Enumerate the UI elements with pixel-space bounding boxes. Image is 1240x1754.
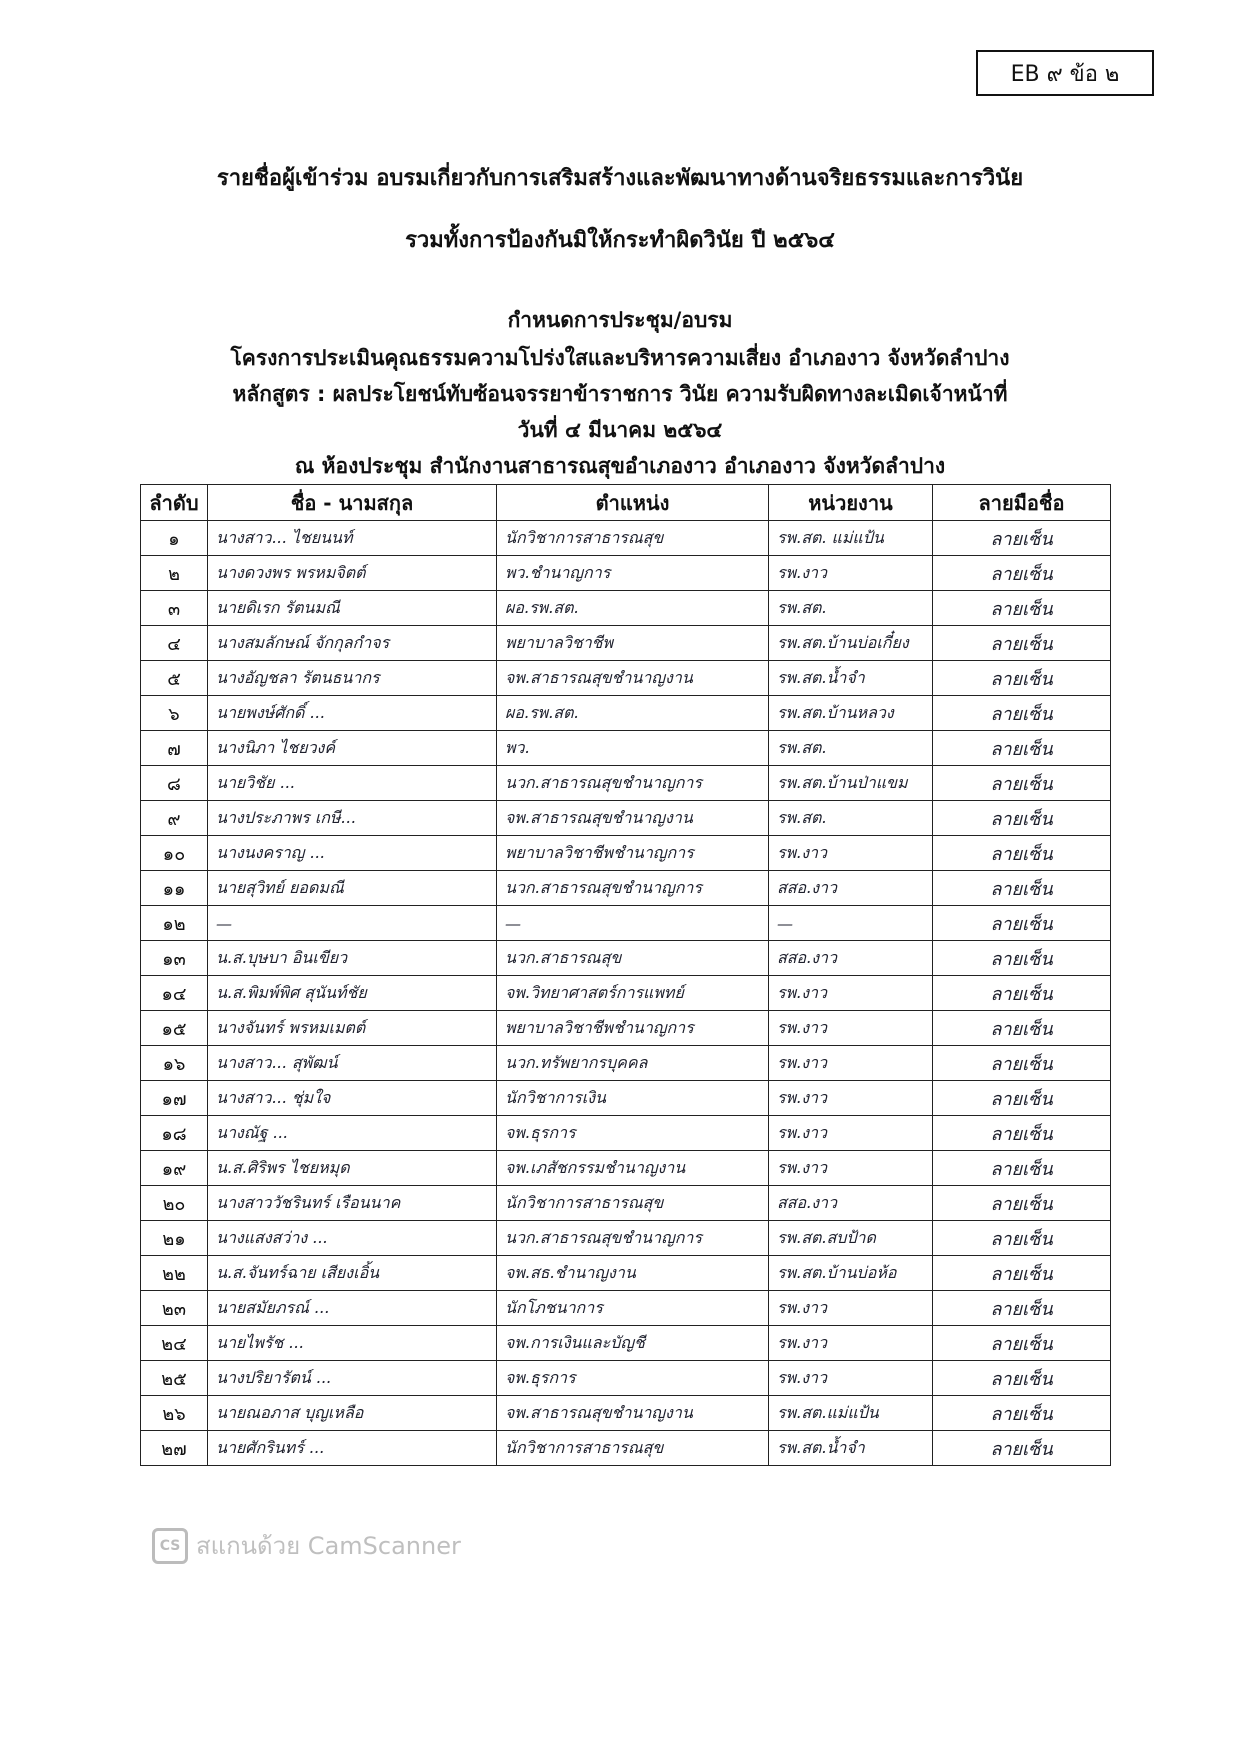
attendee-name: นายดิเรก รัตนมณี: [208, 591, 497, 626]
column-header-no: ลำดับ: [141, 485, 208, 521]
signature: ลายเซ็น: [933, 1221, 1111, 1256]
table-row: [141, 731, 1111, 766]
attendee-position: นักวิชาการสาธารณสุข: [497, 1431, 769, 1466]
attendee-unit: สสอ.งาว: [769, 1186, 933, 1221]
attendee-unit: รพ.สต.: [769, 731, 933, 766]
course-line: หลักสูตร : ผลประโยชน์ทับซ้อนจรรยาข้าราชการ วินัย ความรับผิดทางละเมิดเจ้าหน้าที่: [232, 382, 1008, 406]
signature: ลายเซ็น: [933, 1326, 1111, 1361]
attendee-name: —: [208, 906, 497, 941]
signature: ลายเซ็น: [933, 941, 1111, 976]
signature: ลายเซ็น: [933, 1186, 1111, 1221]
signature: ลายเซ็น: [933, 1151, 1111, 1186]
signature: ลายเซ็น: [933, 591, 1111, 626]
attendee-unit: รพ.สต.บ้านหลวง: [769, 696, 933, 731]
row-number: ๑๙: [141, 1151, 208, 1186]
attendee-unit: รพ.สต.น้ำจำ: [769, 661, 933, 696]
attendee-position: จพ.สาธารณสุขชำนาญงาน: [497, 661, 769, 696]
signature: ลายเซ็น: [933, 1431, 1111, 1466]
attendee-position: พว.: [497, 731, 769, 766]
attendee-unit: รพ.สต.บ้านบ่อเกี๋ยง: [769, 626, 933, 661]
attendee-position: นวก.สาธารณสุขชำนาญการ: [497, 871, 769, 906]
attendee-unit: รพ.งาว: [769, 1326, 933, 1361]
signature: ลายเซ็น: [933, 1116, 1111, 1151]
row-number: ๙: [141, 801, 208, 836]
signature: ลายเซ็น: [933, 626, 1111, 661]
row-number: ๑๗: [141, 1081, 208, 1116]
attendee-position: ผอ.รพ.สต.: [497, 696, 769, 731]
table-row: [141, 661, 1111, 696]
attendee-name: นางสาว... ไชยนนท์: [208, 521, 497, 556]
signature: ลายเซ็น: [933, 661, 1111, 696]
signature: ลายเซ็น: [933, 836, 1111, 871]
row-number: ๒๖: [141, 1396, 208, 1431]
column-header-position: ตำแหน่ง: [497, 485, 769, 521]
signature: ลายเซ็น: [933, 1046, 1111, 1081]
attendee-unit: รพ.สต.แม่แป้น: [769, 1396, 933, 1431]
attendee-name: นางอัญชลา รัตนธนากร: [208, 661, 497, 696]
project-line: โครงการประเมินคุณธรรมความโปร่งใสและบริหารความเสี่ยง อำเภองาว จังหวัดลำปาง: [230, 346, 1010, 370]
table-row: [141, 1151, 1111, 1186]
attendee-position: พยาบาลวิชาชีพ: [497, 626, 769, 661]
column-header-name: ชื่อ - นามสกุล: [208, 485, 497, 521]
attendee-position: นวก.ทรัพยากรบุคคล: [497, 1046, 769, 1081]
attendee-position: นักวิชาการสาธารณสุข: [497, 521, 769, 556]
attendee-unit: รพ.งาว: [769, 1116, 933, 1151]
attendee-name: นางนิภา ไชยวงค์: [208, 731, 497, 766]
attendee-position: นักวิชาการเงิน: [497, 1081, 769, 1116]
attendee-unit: รพ.งาว: [769, 1291, 933, 1326]
attendee-position: นวก.สาธารณสุขชำนาญการ: [497, 1221, 769, 1256]
attendee-unit: รพ.งาว: [769, 976, 933, 1011]
attendee-name: นางแสงสว่าง ...: [208, 1221, 497, 1256]
attendee-name: นางดวงพร พรหมจิตต์: [208, 556, 497, 591]
attendee-name: นางประภาพร เกษี...: [208, 801, 497, 836]
row-number: ๘: [141, 766, 208, 801]
attendee-position: จพ.สาธารณสุขชำนาญงาน: [497, 801, 769, 836]
table-row: [141, 1046, 1111, 1081]
attendee-name: นายไพรัช ...: [208, 1326, 497, 1361]
table-row: [141, 1256, 1111, 1291]
table-row: [141, 766, 1111, 801]
attendee-name: นางนงคราญ ...: [208, 836, 497, 871]
row-number: ๒๑: [141, 1221, 208, 1256]
row-number: ๗: [141, 731, 208, 766]
signature: ลายเซ็น: [933, 731, 1111, 766]
attendee-name: นางณัฐ ...: [208, 1116, 497, 1151]
attendee-unit: รพ.งาว: [769, 1081, 933, 1116]
signature: ลายเซ็น: [933, 906, 1111, 941]
venue-line: ณ ห้องประชุม สำนักงานสาธารณสุขอำเภองาว อำเภองาว จังหวัดลำปาง: [294, 454, 946, 478]
attendee-unit: รพ.สต.บ้านบ่อห้อ: [769, 1256, 933, 1291]
scanner-watermark: [152, 1526, 461, 1565]
attendee-table-body: [141, 521, 1111, 1466]
table-row: [141, 1291, 1111, 1326]
signature: ลายเซ็น: [933, 1011, 1111, 1046]
row-number: ๑๕: [141, 1011, 208, 1046]
row-number: ๒๒: [141, 1256, 208, 1291]
attendee-name: นายสุวิทย์ ยอดมณี: [208, 871, 497, 906]
document-code-box: EB ๙ ข้อ ๒: [976, 50, 1154, 96]
attendee-position: ผอ.รพ.สต.: [497, 591, 769, 626]
attendee-position: นักวิชาการสาธารณสุข: [497, 1186, 769, 1221]
row-number: ๒๕: [141, 1361, 208, 1396]
table-row: [141, 626, 1111, 661]
attendee-name: นายศักรินทร์ ...: [208, 1431, 497, 1466]
row-number: ๑๑: [141, 871, 208, 906]
table-row: [141, 696, 1111, 731]
table-row: [141, 556, 1111, 591]
attendee-name: นายสมัยภรณ์ ...: [208, 1291, 497, 1326]
attendee-position: จพ.ธุรการ: [497, 1361, 769, 1396]
column-header-unit: หน่วยงาน: [769, 485, 933, 521]
attendee-position: พยาบาลวิชาชีพชำนาญการ: [497, 836, 769, 871]
attendee-unit: รพ.สต.สบป้าด: [769, 1221, 933, 1256]
attendee-position: —: [497, 906, 769, 941]
attendee-position: จพ.เภสัชกรรมชำนาญงาน: [497, 1151, 769, 1186]
table-row: [141, 976, 1111, 1011]
row-number: ๑๖: [141, 1046, 208, 1081]
row-number: ๕: [141, 661, 208, 696]
attendee-name: นายพงษ์ศักดิ์ ...: [208, 696, 497, 731]
row-number: ๒๗: [141, 1431, 208, 1466]
signature: ลายเซ็น: [933, 801, 1111, 836]
attendee-name: นางจันทร์ พรหมเมตต์: [208, 1011, 497, 1046]
row-number: ๒๔: [141, 1326, 208, 1361]
attendee-name: นางสมลักษณ์ จักกุลกำจร: [208, 626, 497, 661]
attendee-unit: รพ.สต. แม่แป้น: [769, 521, 933, 556]
attendee-name: นางปริยารัตน์ ...: [208, 1361, 497, 1396]
table-row: [141, 836, 1111, 871]
scanner-watermark-text: สแกนด้วย CamScanner: [196, 1532, 461, 1560]
row-number: ๒๓: [141, 1291, 208, 1326]
signature: ลายเซ็น: [933, 1291, 1111, 1326]
row-number: ๑๘: [141, 1116, 208, 1151]
attendee-unit: รพ.สต.น้ำจำ: [769, 1431, 933, 1466]
attendee-name: น.ส.บุษบา อินเขียว: [208, 941, 497, 976]
attendee-unit: —: [769, 906, 933, 941]
attendee-name: นางสาว... สุพัฒน์: [208, 1046, 497, 1081]
attendee-position: จพ.สาธารณสุขชำนาญงาน: [497, 1396, 769, 1431]
attendee-unit: รพ.งาว: [769, 836, 933, 871]
table-row: [141, 591, 1111, 626]
attendee-unit: สสอ.งาว: [769, 941, 933, 976]
attendee-position: นวก.สาธารณสุข: [497, 941, 769, 976]
attendee-unit: รพ.สต.บ้านป่าแขม: [769, 766, 933, 801]
signature: ลายเซ็น: [933, 871, 1111, 906]
table-row: [141, 1221, 1111, 1256]
table-row: [141, 1326, 1111, 1361]
table-row: [141, 941, 1111, 976]
table-row: [141, 871, 1111, 906]
table-row: [141, 1011, 1111, 1046]
row-number: ๒: [141, 556, 208, 591]
attendee-unit: รพ.งาว: [769, 556, 933, 591]
signature: ลายเซ็น: [933, 766, 1111, 801]
attendee-name: น.ส.พิมพ์พิศ สุนันท์ชัย: [208, 976, 497, 1011]
table-row: [141, 521, 1111, 556]
table-row: [141, 1431, 1111, 1466]
table-row: [141, 1116, 1111, 1151]
agenda-heading: กำหนดการประชุม/อบรม: [507, 308, 733, 332]
attendee-position: จพ.การเงินและบัญชี: [497, 1326, 769, 1361]
row-number: ๑๔: [141, 976, 208, 1011]
attendee-unit: รพ.งาว: [769, 1151, 933, 1186]
attendee-position: จพ.สธ.ชำนาญงาน: [497, 1256, 769, 1291]
attendee-unit: รพ.งาว: [769, 1011, 933, 1046]
row-number: ๑๒: [141, 906, 208, 941]
row-number: ๑: [141, 521, 208, 556]
attendee-name: น.ส.ศิริพร ไชยหมุด: [208, 1151, 497, 1186]
attendee-position: พว.ชำนาญการ: [497, 556, 769, 591]
attendee-name: น.ส.จันทร์ฉาย เสียงเอิ้น: [208, 1256, 497, 1291]
signature: ลายเซ็น: [933, 976, 1111, 1011]
signature: ลายเซ็น: [933, 1081, 1111, 1116]
attendee-position: จพ.วิทยาศาสตร์การแพทย์: [497, 976, 769, 1011]
attendee-table: [140, 484, 1111, 1466]
table-row: [141, 1361, 1111, 1396]
attendee-unit: สสอ.งาว: [769, 871, 933, 906]
attendee-position: นวก.สาธารณสุขชำนาญการ: [497, 766, 769, 801]
signature: ลายเซ็น: [933, 1396, 1111, 1431]
attendee-name: นายณอภาส บุญเหลือ: [208, 1396, 497, 1431]
attendee-unit: รพ.สต.: [769, 591, 933, 626]
row-number: ๖: [141, 696, 208, 731]
attendee-name: นางสาววัชรินทร์ เรือนนาค: [208, 1186, 497, 1221]
table-row: [141, 1081, 1111, 1116]
column-header-signature: ลายมือชื่อ: [933, 485, 1111, 521]
signature: ลายเซ็น: [933, 1256, 1111, 1291]
row-number: ๑๐: [141, 836, 208, 871]
row-number: ๑๓: [141, 941, 208, 976]
date-line: วันที่ ๔ มีนาคม ๒๕๖๔: [517, 418, 723, 442]
row-number: ๓: [141, 591, 208, 626]
signature: ลายเซ็น: [933, 521, 1111, 556]
table-row: [141, 1186, 1111, 1221]
attendee-unit: รพ.งาว: [769, 1361, 933, 1396]
attendee-unit: รพ.สต.: [769, 801, 933, 836]
row-number: ๒๐: [141, 1186, 208, 1221]
attendee-position: พยาบาลวิชาชีพชำนาญการ: [497, 1011, 769, 1046]
table-row: [141, 801, 1111, 836]
table-row: [141, 906, 1111, 941]
attendee-position: นักโภชนาการ: [497, 1291, 769, 1326]
signature: ลายเซ็น: [933, 696, 1111, 731]
document-title-line2: รวมทั้งการป้องกันมิให้กระทำผิดวินัย ปี ๒๕๖๔: [405, 228, 835, 253]
attendee-name: นางสาว... ชุ่มใจ: [208, 1081, 497, 1116]
table-header-row: [141, 485, 1111, 521]
row-number: ๔: [141, 626, 208, 661]
camscanner-logo-icon: CS: [152, 1528, 188, 1564]
attendee-position: จพ.ธุรการ: [497, 1116, 769, 1151]
table-row: [141, 1396, 1111, 1431]
document-title-line1: รายชื่อผู้เข้าร่วม อบรมเกี่ยวกับการเสริมสร้างและพัฒนาทางด้านจริยธรรมและการวินัย: [216, 166, 1024, 191]
signature: ลายเซ็น: [933, 556, 1111, 591]
attendee-unit: รพ.งาว: [769, 1046, 933, 1081]
signature: ลายเซ็น: [933, 1361, 1111, 1396]
attendee-name: นายวิชัย ...: [208, 766, 497, 801]
